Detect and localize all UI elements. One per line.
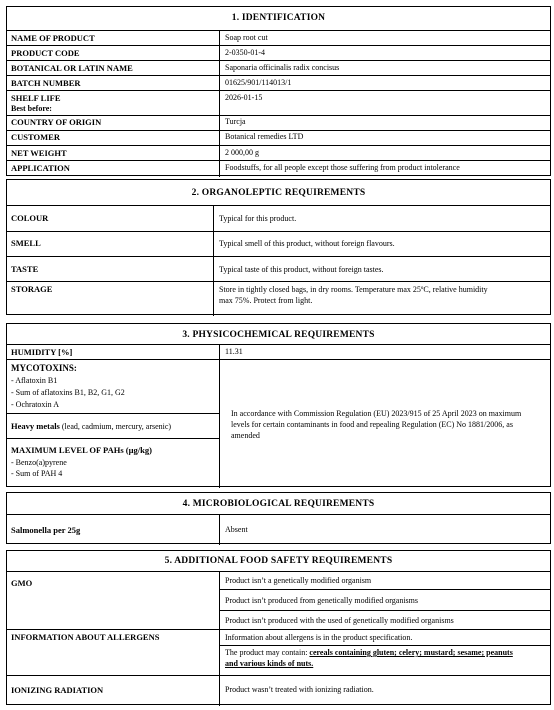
mycotoxins-label: MYCOTOXINS: <box>11 363 77 373</box>
country-of-origin-value: Turcja <box>225 117 246 126</box>
safety-section <box>6 550 551 705</box>
customer-value: Botanical remedies LTD <box>225 132 304 141</box>
shelf-life-value: 2026-01-15 <box>225 93 263 102</box>
organoleptic-section <box>6 179 551 315</box>
sum-aflatoxins-item: - Sum of aflatoxins B1, B2, G1, G2 <box>11 388 125 397</box>
humidity-value: 11.31 <box>225 347 243 356</box>
net-weight-value: 2 000,00 g <box>225 148 259 157</box>
organoleptic-title: 2. ORGANOLEPTIC REQUIREMENTS <box>191 188 366 198</box>
salmonella-value: Absent <box>225 525 248 534</box>
heavy-metals-detail: (lead, cadmium, mercury, arsenic) <box>59 422 172 431</box>
allergens-value-2 <box>225 647 525 669</box>
botanical-name-label: BOTANICAL OR LATIN NAME <box>11 63 133 73</box>
allergens-prefix: The product may contain: <box>225 648 310 657</box>
smell-label: SMELL <box>11 238 41 248</box>
smell-value: Typical smell of this product, without foreign flavours. <box>219 239 395 248</box>
product-code-label: PRODUCT CODE <box>11 48 80 58</box>
colour-label: COLOUR <box>11 213 49 223</box>
gmo-label: GMO <box>11 578 33 588</box>
best-before-label: Best before: <box>11 104 52 113</box>
name-of-product-value: Soap root cut <box>225 33 268 42</box>
customer-label: CUSTOMER <box>11 132 60 142</box>
taste-value: Typical taste of this product, without foreign tastes. <box>219 265 384 274</box>
application-value: Foodstuffs, for all people except those suffering from product intolerance <box>225 163 460 172</box>
name-of-product-label: NAME OF PRODUCT <box>11 33 95 43</box>
regulation-text: In accordance with Commission Regulation (EU) 2023/915 of 25 April 2023 on maximum levels for certain contaminants in food and repealing Regulation (EC) No 1881/2006, as amended <box>231 409 522 440</box>
application-label: APPLICATION <box>11 163 70 173</box>
net-weight-label: NET WEIGHT <box>11 148 67 158</box>
allergens-value-1: Information about allergens is in the product specification. <box>225 633 413 642</box>
product-code-value: 2-0350-01-4 <box>225 48 265 57</box>
ionizing-label: IONIZING RADIATION <box>11 685 104 695</box>
taste-label: TASTE <box>11 264 39 274</box>
physicochemical-title: 3. PHYSICOCHEMICAL REQUIREMENTS <box>182 330 375 340</box>
aflatoxin-b1-item: - Aflatoxin B1 <box>11 376 58 385</box>
gmo-value-3: Product isn’t produced with the used of genetically modified organisms <box>225 616 454 625</box>
storage-value: Store in tightly closed bags, in dry rooms. Temperature max 25ºC, relative humidity max 75%. Protect from light. <box>219 285 488 305</box>
identification-section <box>6 6 551 176</box>
batch-number-label: BATCH NUMBER <box>11 78 81 88</box>
gmo-value-1: Product isn’t a genetically modified organism <box>225 576 372 585</box>
microbiological-title: 4. MICROBIOLOGICAL REQUIREMENTS <box>182 499 375 509</box>
benzo-pyrene-item: - Benzo(a)pyrene <box>11 458 67 467</box>
batch-number-value: 01625/901/114013/1 <box>225 78 292 87</box>
allergens-label: INFORMATION ABOUT ALLERGENS <box>11 632 160 642</box>
identification-title: 1. IDENTIFICATION <box>231 13 326 23</box>
heavy-metals-cell <box>11 421 171 431</box>
storage-label: STORAGE <box>11 284 53 294</box>
allergens-list: cereals containing gluten; celery; mustard; sesame; peanuts and various kinds of nuts. <box>225 648 513 668</box>
salmonella-label: Salmonella per 25g <box>11 525 81 535</box>
humidity-label: HUMIDITY [%] <box>11 347 73 357</box>
ochratoxin-item: - Ochratoxin A <box>11 400 59 409</box>
microbiological-section <box>6 492 551 544</box>
sum-pah4-item: - Sum of PAH 4 <box>11 469 63 478</box>
shelf-life-label: SHELF LIFE <box>11 93 61 103</box>
gmo-value-2: Product isn’t produced from genetically modified organisms <box>225 596 418 605</box>
botanical-name-value: Saponaria officinalis radix concisus <box>225 63 340 72</box>
physicochemical-section <box>6 323 551 487</box>
safety-title: 5. ADDITIONAL FOOD SAFETY REQUIREMENTS <box>164 556 393 566</box>
pah-label: MAXIMUM LEVEL OF PAHs (µg/kg) <box>11 445 152 455</box>
ionizing-value: Product wasn’t treated with ionizing radiation. <box>225 685 374 694</box>
heavy-metals-label: Heavy metals <box>11 421 60 431</box>
country-of-origin-label: COUNTRY OF ORIGIN <box>11 117 102 127</box>
colour-value: Typical for this product. <box>219 214 297 223</box>
